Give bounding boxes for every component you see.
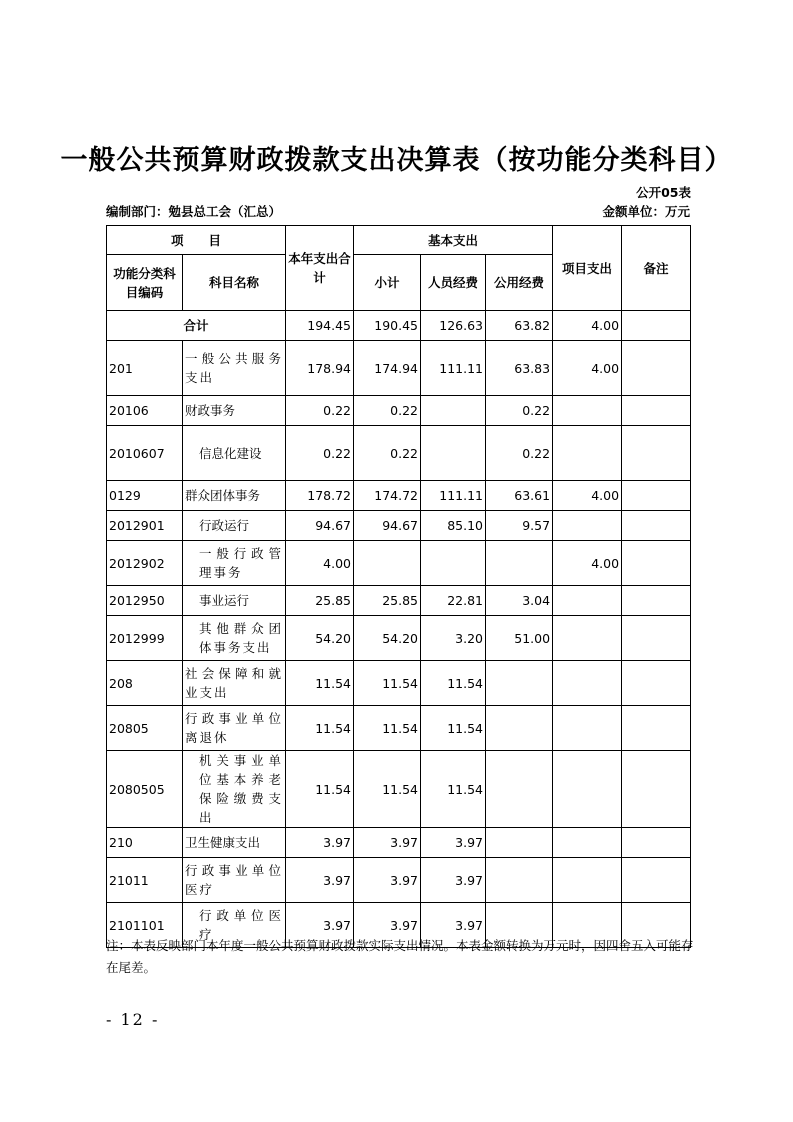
row-subject-name: 事业运行 <box>183 586 286 616</box>
row-subtotal: 0.22 <box>354 426 421 481</box>
table-meta <box>106 202 690 220</box>
table-note: 注：本表反映部门本年度一般公共预算财政拨款实际支出情况。本表金额转换为万元时，因四舍五入可能存在尾差。 <box>106 938 694 975</box>
row-remark <box>622 616 691 661</box>
row-subject-name: 信息化建设 <box>183 426 286 481</box>
row-code: 20106 <box>107 396 183 426</box>
row-code: 201 <box>107 341 183 396</box>
row-subject-name: 行政单位医疗 <box>183 903 286 948</box>
row-code: 20805 <box>107 706 183 751</box>
row-personnel: 11.54 <box>421 661 486 706</box>
row-public: 63.83 <box>486 341 553 396</box>
row-total: 25.85 <box>286 586 354 616</box>
header-total: 本年支出合计 <box>286 226 354 311</box>
row-subject-name: 社会保障和就业支出 <box>183 661 286 706</box>
page-number: - 12 - <box>106 1010 160 1029</box>
total-subtotal: 190.45 <box>354 311 421 341</box>
row-subtotal: 3.97 <box>354 903 421 948</box>
row-total: 11.54 <box>286 706 354 751</box>
row-code: 2012901 <box>107 511 183 541</box>
header-public: 公用经费 <box>486 255 553 311</box>
row-remark <box>622 706 691 751</box>
table-row <box>107 511 691 541</box>
row-code: 2012902 <box>107 541 183 586</box>
row-subject-name: 财政事务 <box>183 396 286 426</box>
row-project <box>553 661 622 706</box>
row-public: 0.22 <box>486 396 553 426</box>
row-subtotal: 0.22 <box>354 396 421 426</box>
row-code: 0129 <box>107 481 183 511</box>
total-total: 194.45 <box>286 311 354 341</box>
row-public <box>486 541 553 586</box>
table-row <box>107 426 691 481</box>
total-label: 合计 <box>107 311 286 341</box>
row-total: 0.22 <box>286 396 354 426</box>
row-total: 0.22 <box>286 426 354 481</box>
row-public <box>486 661 553 706</box>
row-project: 4.00 <box>553 541 622 586</box>
row-subject-name: 群众团体事务 <box>183 481 286 511</box>
table-row <box>107 541 691 586</box>
header-subject-name: 科目名称 <box>183 255 286 311</box>
row-subtotal: 11.54 <box>354 751 421 828</box>
row-subtotal: 3.97 <box>354 828 421 858</box>
header-row-1 <box>107 226 691 255</box>
department-label: 编制部门：勉县总工会（汇总） <box>106 204 282 219</box>
row-project <box>553 511 622 541</box>
table-row <box>107 396 691 426</box>
row-project <box>553 426 622 481</box>
row-personnel: 11.54 <box>421 751 486 828</box>
table-row <box>107 616 691 661</box>
header-func-code: 功能分类科目编码 <box>107 255 183 311</box>
table-row <box>107 481 691 511</box>
row-remark <box>622 396 691 426</box>
row-remark <box>622 828 691 858</box>
row-personnel: 22.81 <box>421 586 486 616</box>
row-remark <box>622 661 691 706</box>
row-code: 2080505 <box>107 751 183 828</box>
row-subject-name: 行政事业单位医疗 <box>183 858 286 903</box>
unit-label: 金额单位：万元 <box>602 204 690 219</box>
row-public: 63.61 <box>486 481 553 511</box>
row-subject-name: 一般行政管理事务 <box>183 541 286 586</box>
row-personnel: 3.97 <box>421 858 486 903</box>
row-public <box>486 828 553 858</box>
row-remark <box>622 426 691 481</box>
row-remark <box>622 341 691 396</box>
row-project <box>553 396 622 426</box>
header-subtotal: 小计 <box>354 255 421 311</box>
row-code: 210 <box>107 828 183 858</box>
row-subtotal <box>354 541 421 586</box>
row-subtotal: 174.72 <box>354 481 421 511</box>
total-row <box>107 311 691 341</box>
header-project: 项目支出 <box>553 226 622 311</box>
row-subtotal: 54.20 <box>354 616 421 661</box>
header-item: 项 目 <box>107 226 286 255</box>
table-row <box>107 586 691 616</box>
row-project <box>553 586 622 616</box>
row-remark <box>622 858 691 903</box>
row-project: 4.00 <box>553 481 622 511</box>
row-public: 51.00 <box>486 616 553 661</box>
row-remark <box>622 541 691 586</box>
row-total: 178.94 <box>286 341 354 396</box>
row-personnel <box>421 426 486 481</box>
row-remark <box>622 751 691 828</box>
row-subject-name: 其他群众团体事务支出 <box>183 616 286 661</box>
row-public <box>486 706 553 751</box>
table-row <box>107 828 691 858</box>
header-basic: 基本支出 <box>354 226 553 255</box>
total-project: 4.00 <box>553 311 622 341</box>
row-code: 2012999 <box>107 616 183 661</box>
row-subtotal: 25.85 <box>354 586 421 616</box>
row-subject-name: 机关事业单位基本养老保险缴费支出 <box>183 751 286 828</box>
table-row <box>107 858 691 903</box>
page-title: 一般公共预算财政拨款支出决算表（按功能分类科目） <box>60 145 733 176</box>
row-subject-name: 一般公共服务支出 <box>183 341 286 396</box>
row-total: 178.72 <box>286 481 354 511</box>
row-personnel: 3.20 <box>421 616 486 661</box>
total-personnel: 126.63 <box>421 311 486 341</box>
row-subject-name: 卫生健康支出 <box>183 828 286 858</box>
row-code: 208 <box>107 661 183 706</box>
row-personnel <box>421 541 486 586</box>
row-subtotal: 11.54 <box>354 706 421 751</box>
expenditure-table <box>106 225 691 948</box>
row-remark <box>622 511 691 541</box>
row-subtotal: 94.67 <box>354 511 421 541</box>
header-personnel: 人员经费 <box>421 255 486 311</box>
row-subject-name: 行政事业单位离退休 <box>183 706 286 751</box>
row-subject-name: 行政运行 <box>183 511 286 541</box>
row-total: 94.67 <box>286 511 354 541</box>
row-subtotal: 11.54 <box>354 661 421 706</box>
row-public <box>486 858 553 903</box>
table-row <box>107 751 691 828</box>
row-personnel: 11.54 <box>421 706 486 751</box>
row-project: 4.00 <box>553 341 622 396</box>
row-personnel: 3.97 <box>421 828 486 858</box>
row-code: 2012950 <box>107 586 183 616</box>
row-public: 0.22 <box>486 426 553 481</box>
row-remark <box>622 481 691 511</box>
row-personnel: 111.11 <box>421 481 486 511</box>
row-personnel: 111.11 <box>421 341 486 396</box>
total-remark <box>622 311 691 341</box>
row-public: 3.04 <box>486 586 553 616</box>
row-code: 2101101 <box>107 903 183 948</box>
row-project <box>553 706 622 751</box>
row-public <box>486 751 553 828</box>
row-personnel: 3.97 <box>421 903 486 948</box>
row-code: 21011 <box>107 858 183 903</box>
row-remark <box>622 586 691 616</box>
table-row <box>107 661 691 706</box>
header-remark: 备注 <box>622 226 691 311</box>
row-project <box>553 828 622 858</box>
row-personnel: 85.10 <box>421 511 486 541</box>
table-row <box>107 341 691 396</box>
row-total: 3.97 <box>286 903 354 948</box>
row-project <box>553 616 622 661</box>
row-project <box>553 858 622 903</box>
row-total: 4.00 <box>286 541 354 586</box>
row-subtotal: 3.97 <box>354 858 421 903</box>
row-total: 3.97 <box>286 828 354 858</box>
row-total: 11.54 <box>286 661 354 706</box>
row-total: 54.20 <box>286 616 354 661</box>
row-project <box>553 751 622 828</box>
table-number: 公开05表 <box>636 185 691 200</box>
row-personnel <box>421 396 486 426</box>
table-row <box>107 706 691 751</box>
total-public: 63.82 <box>486 311 553 341</box>
row-total: 3.97 <box>286 858 354 903</box>
row-total: 11.54 <box>286 751 354 828</box>
row-public: 9.57 <box>486 511 553 541</box>
row-subtotal: 174.94 <box>354 341 421 396</box>
row-code: 2010607 <box>107 426 183 481</box>
